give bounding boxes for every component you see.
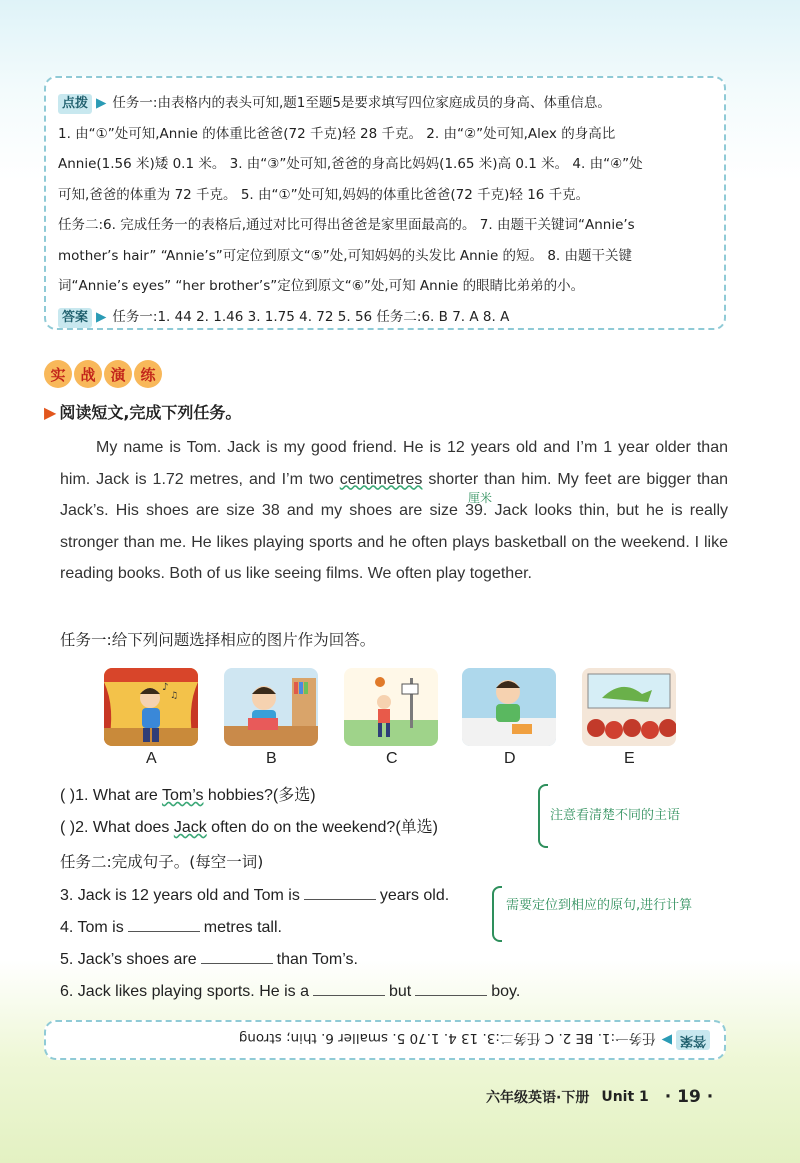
instruction-text: 阅读短文,完成下列任务。 <box>59 403 242 422</box>
section-char: 实 <box>44 360 72 388</box>
handwritten-note: 需要定位到相应的原句,进行计算 <box>506 898 693 913</box>
book-title: 六年级英语·下册 <box>486 1090 590 1106</box>
question-text: 1. What are <box>75 787 162 804</box>
tip-line: 任务二:6. 完成任务一的表格后,通过对比可得出爸爸是家里面最高的。 7. 由题干关键词“Annie’s <box>58 217 635 233</box>
section-title <box>44 360 162 388</box>
page-footer <box>486 1087 713 1107</box>
picture-label: B <box>266 750 277 767</box>
blank-input[interactable] <box>201 950 273 964</box>
question-2 <box>60 814 438 837</box>
picture-film <box>582 668 676 746</box>
sentence-text: 6. Jack likes playing sports. He is a <box>60 983 309 1000</box>
picture-label: D <box>504 750 516 767</box>
sentence-3 <box>60 886 449 905</box>
blank-input[interactable] <box>304 886 376 900</box>
question-text: 2. What does <box>75 819 174 836</box>
answer-text: 任务一:1. 44 2. 1.46 3. 1.75 4. 72 5. 56 任务二:6. B 7. A 8. A <box>112 308 510 325</box>
underlined-word: centimetres <box>339 470 423 488</box>
answer-text: 任务一:1. BE 2. C 任务二:3. 13 4. 1.70 5. smaller 6. thin; strong <box>238 1030 656 1046</box>
sentence-text: than Tom’s. <box>276 951 358 968</box>
tip-line: 词“Annie’s eyes” “her brother’s”定位到原文“⑥”处,可知 Annie 的眼睛比弟弟的小。 <box>58 278 585 294</box>
sentence-5 <box>60 950 358 969</box>
answer-paren[interactable]: ( ) <box>60 787 76 804</box>
tip-line: 可知,爸爸的体重为 72 千克。 5. 由“①”处可知,妈妈的体重比爸爸(72 千克)轻 16 千克。 <box>58 186 590 203</box>
sentence-6 <box>60 982 520 1001</box>
question-1 <box>60 782 316 805</box>
svg-text:♪: ♪ <box>162 682 169 693</box>
triangle-icon: ▶ <box>44 403 57 422</box>
answer-paren[interactable]: ( ) <box>60 819 76 836</box>
svg-text:♫: ♫ <box>170 691 179 701</box>
picture-label: C <box>386 750 398 767</box>
tip-line: 任务一:由表格内的表头可知,题1至题5是要求填写四位家庭成员的身高、体重信息。 <box>112 95 611 111</box>
arrow-right-icon: ▶ <box>661 1032 672 1048</box>
sentence-text: boy. <box>491 983 521 1000</box>
question-text: hobbies?(多选) <box>203 787 316 804</box>
sentence-4 <box>60 918 282 937</box>
arrow-right-icon: ▶ <box>96 95 107 111</box>
sentence-text: metres tall. <box>203 919 282 936</box>
sentence-text: 3. Jack is 12 years old and Tom is <box>60 887 300 904</box>
question-text: often do on the weekend?(单选) <box>206 819 438 836</box>
tip-box <box>44 76 726 330</box>
passage-text: My name is Tom. Jack is my good friend. He is 12 years old and I’m 1 year older than him. Jack is 1.72 metres, and I’m two <box>60 439 728 488</box>
tip-line: mother’s hair” “Annie’s”可定位到原文“⑤”处,可知妈妈的头发比 Annie 的短。 8. 由题干关键 <box>58 247 633 264</box>
task2-heading: 任务二:完成句子。(每空一词) <box>60 853 264 871</box>
sentence-text: years old. <box>379 887 450 904</box>
underlined-word: Jack <box>173 819 207 836</box>
handwritten-note: 厘米 <box>468 491 493 505</box>
brace-mark <box>538 784 548 848</box>
handwritten-note: 注意看清楚不同的主语 <box>550 808 681 823</box>
blank-input[interactable] <box>313 982 385 996</box>
passage-text: shorter than him. My feet are bigger than Jack’s. His shoes are size 38 and my shoes are size 39. Jack looks thin, but he is really stronger than me. He likes playing sports and he often plays basketball on the weekend. I like reading books. Both of us like seeing films. We often play together. <box>60 470 728 583</box>
picture-reading <box>224 668 318 746</box>
answer-tag: 答案 <box>676 1030 710 1050</box>
sentence-text: 4. Tom is <box>60 919 124 936</box>
section-char: 演 <box>104 360 132 388</box>
section-char: 练 <box>134 360 162 388</box>
tip-tag: 点拨 <box>58 94 92 114</box>
picture-label: A <box>146 750 157 767</box>
picture-drawing <box>462 668 556 746</box>
instruction <box>44 400 241 423</box>
blank-input[interactable] <box>128 918 200 932</box>
page-number: · 19 · <box>664 1087 714 1107</box>
tip-line: 1. 由“①”处可知,Annie 的体重比爸爸(72 千克)轻 28 千克。 2. 由“②”处可知,Alex 的身高比 <box>58 125 616 142</box>
answer-box-upside-down <box>44 1020 726 1060</box>
picture-label: E <box>624 750 635 767</box>
blank-input[interactable] <box>415 982 487 996</box>
section-char: 战 <box>74 360 102 388</box>
task1-heading: 任务一:给下列问题选择相应的图片作为回答。 <box>60 631 376 649</box>
reading-passage <box>60 432 728 590</box>
unit-label: Unit 1 <box>601 1089 649 1105</box>
arrow-right-icon: ▶ <box>96 308 107 325</box>
sentence-text: but <box>389 983 412 1000</box>
answer-tag: 答案 <box>58 308 92 328</box>
underlined-word: Tom’s <box>161 787 204 804</box>
sentence-text: 5. Jack’s shoes are <box>60 951 197 968</box>
picture-basketball <box>344 668 438 746</box>
picture-singing <box>104 668 198 746</box>
tip-line: Annie(1.56 米)矮 0.1 米。 3. 由“③”处可知,爸爸的身高比妈妈(1.65 米)高 0.1 米。 4. 由“④”处 <box>58 156 643 172</box>
brace-mark <box>492 886 502 942</box>
